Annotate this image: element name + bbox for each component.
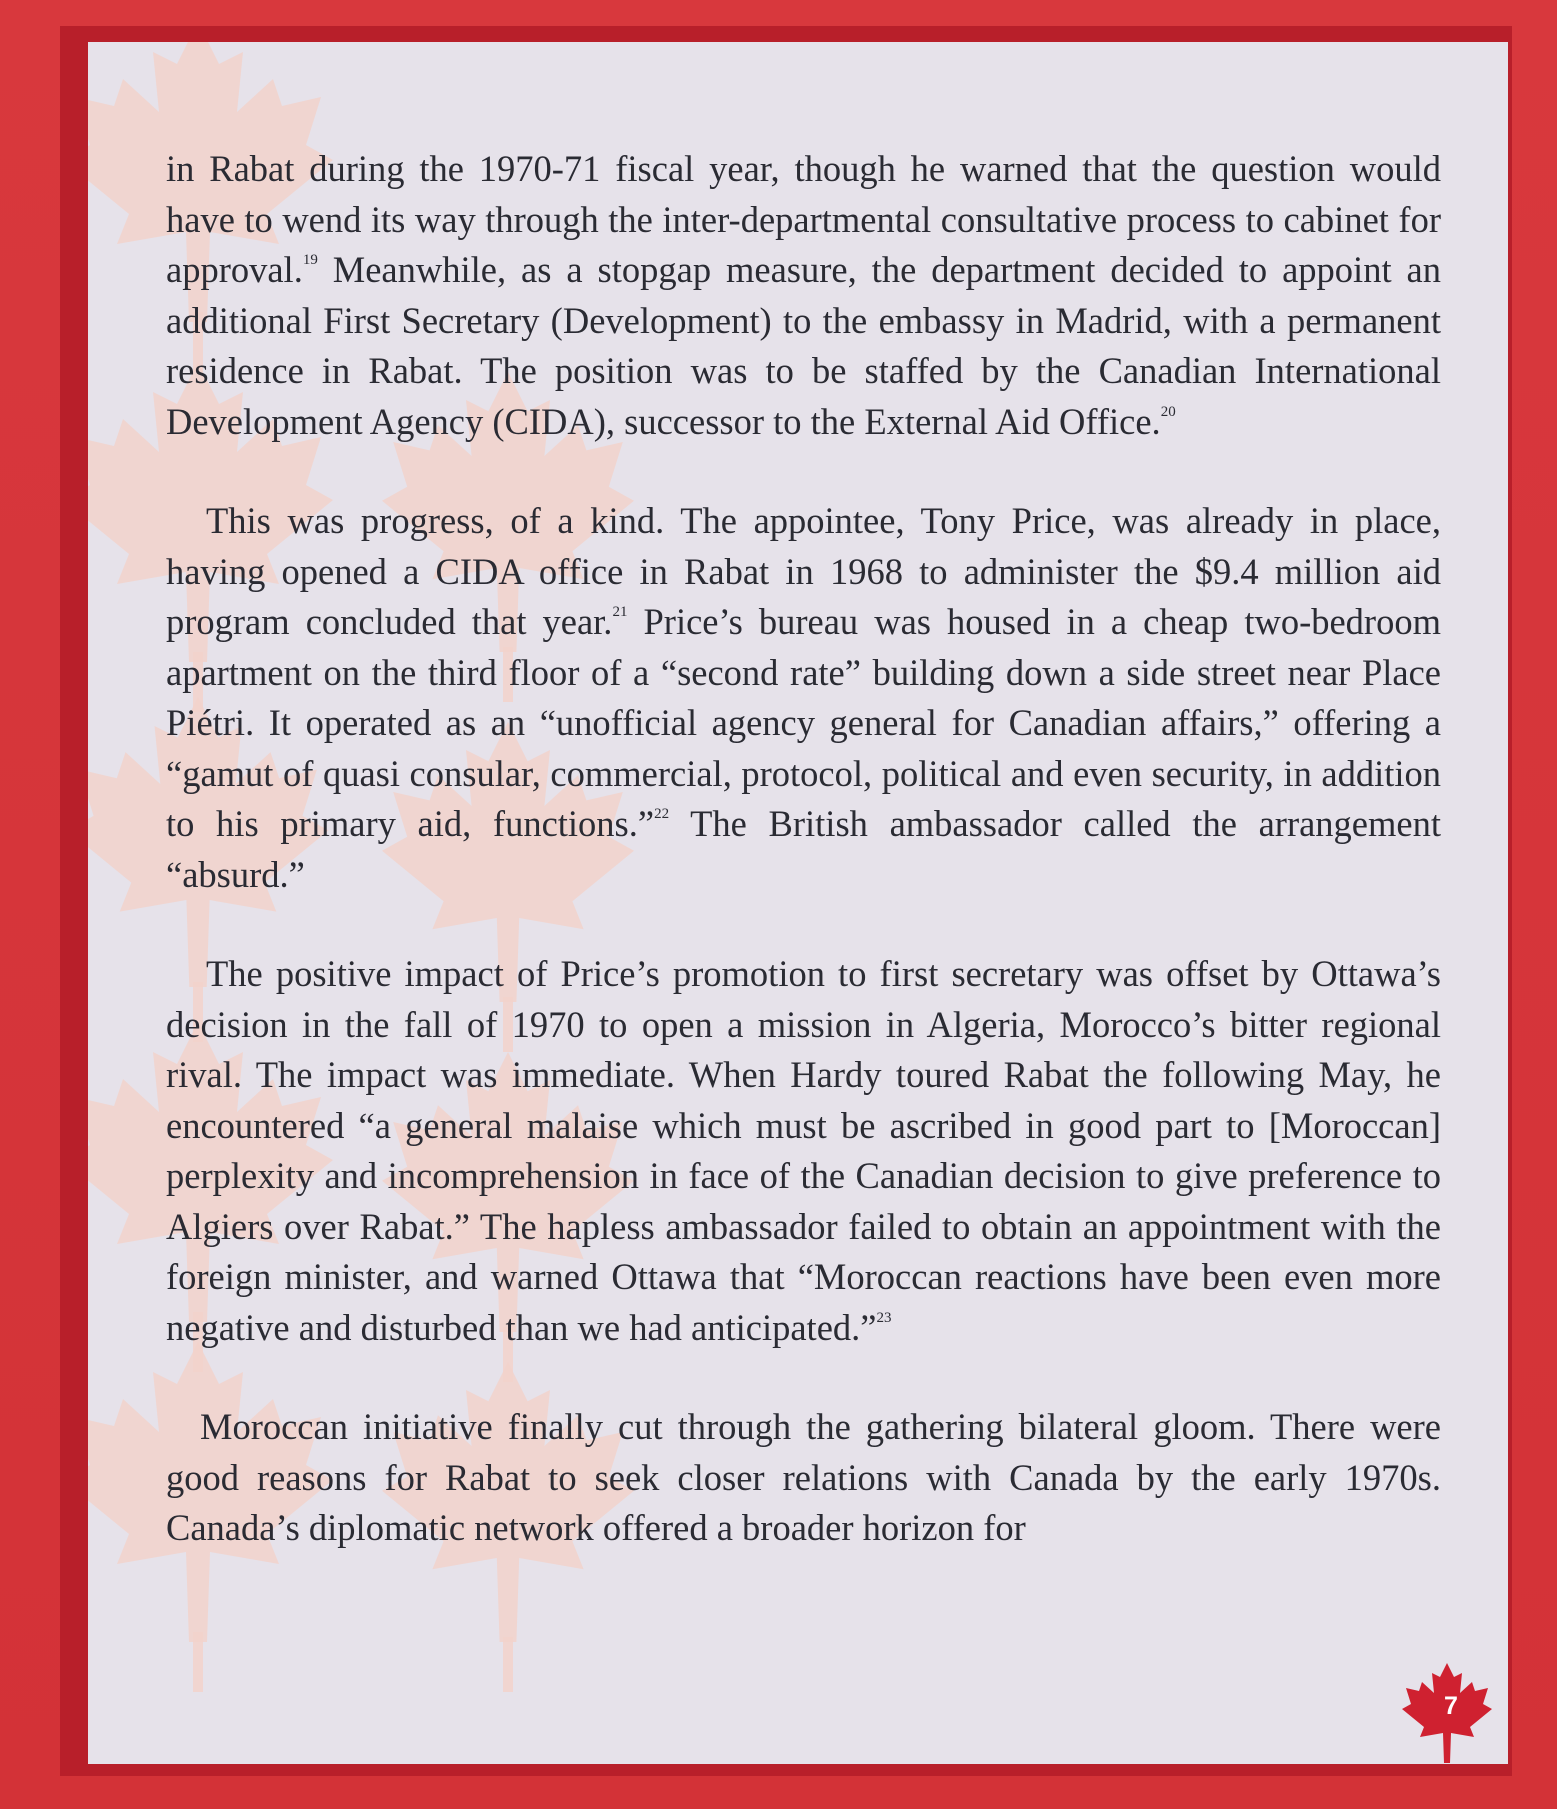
paragraph-4	[166, 1402, 1441, 1554]
paper-panel	[88, 42, 1508, 1764]
paragraph-text: Moroccan initiative finally cut through the gathering bilateral gloom. There were good reasons for Rabat to seek closer relations with Canada by the early 1970s. Canada’s diplomatic network offered a broader horizon for	[166, 1406, 1441, 1548]
paragraph-text: The positive impact of Price’s promotion to first secretary was offset by Ottawa’s decision in the fall of 1970 to open a mission in Algeria, Morocco’s bitter regional rival. The impact was immediate. When Hardy toured Rabat the following May, he encountered “a general malaise which must be ascribed in good part to [Moroccan] perplexity and incomprehension in face of the Canadian decision to give preference to Algiers over Rabat.” The hapless ambassador failed to obtain an appointment with the foreign minister, and warned Ottawa that “Moroccan reactions have been even more negative and disturbed than we had anticipated.”	[166, 953, 1441, 1348]
paragraph-text: in Rabat during the 1970-71 fiscal year, though he warned that the question would have to wend its way through the inter-departmental consultative process to cabinet for approval.	[166, 148, 1441, 290]
body-text	[166, 144, 1441, 1603]
page-number-badge	[1392, 1658, 1502, 1768]
paragraph-text: This was progress, of a kind. The appointee, Tony Price, was already in place, having opened a CIDA office in Rabat in 1968 to administer the $9.4 million aid program concluded that year.	[166, 500, 1441, 642]
footnote-ref-21[interactable]: 21	[612, 604, 628, 620]
footnote-ref-19[interactable]: 19	[302, 252, 318, 268]
paragraph-text: Price’s bureau was housed in a cheap two-bedroom apartment on the third floor of a “second rate” building down a side street near Place Piétri. It operated as an “unofficial agency general for Canadian affairs,” offering a “gamut of quasi consular, commercial, protocol, political and even security, in addition to his primary aid, functions.”	[166, 601, 1441, 844]
paragraph-text: Meanwhile, as a stopgap measure, the department decided to appoint an additional First Secretary (Development) to the embassy in Madrid, with a permanent residence in Rabat. The position was to be staffed by the Canadian International Development Agency (CIDA), successor to the External Aid Office.	[166, 249, 1441, 442]
footnote-ref-23[interactable]: 23	[876, 1309, 892, 1326]
paragraph-2	[166, 496, 1441, 900]
footnote-ref-22[interactable]: 22	[654, 806, 670, 822]
page-number: 7	[1444, 1692, 1458, 1720]
paragraph-1	[166, 144, 1441, 447]
footnote-ref-20[interactable]: 20	[1160, 403, 1176, 420]
paragraph-3	[166, 949, 1441, 1353]
paragraph-text: The British ambassador called the arrangement “absurd.”	[166, 803, 1441, 895]
